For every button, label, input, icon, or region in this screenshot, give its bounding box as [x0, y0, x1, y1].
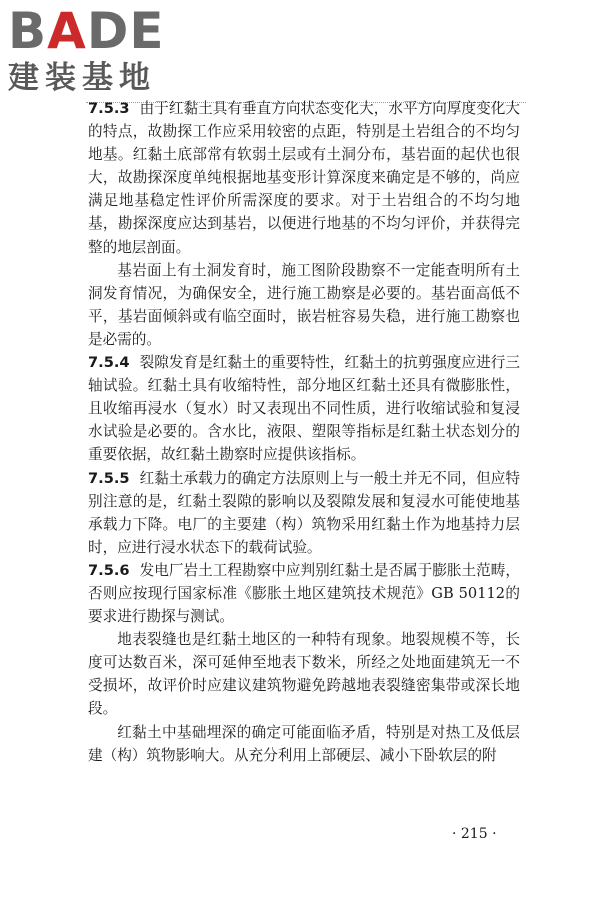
section-number: 7.5.6	[88, 561, 130, 579]
paragraph	[88, 259, 520, 351]
paragraph-text: 基岩面上有土洞发育时，施工图阶段勘察不一定能查明所有土洞发育情况，为确保安全，进行施工勘察是必要的。基岩面高低不平，基岩面倾斜或有临空面时，嵌岩桩容易失稳，进行施工勘察也是必需的。	[88, 261, 520, 348]
paragraph-text: 发电厂岩土工程勘察中应判别红黏土是否属于膨胀土范畴，否则应按现行国家标准《膨胀土地区建筑技术规范》GB 50112的要求进行勘探与测试。	[88, 561, 520, 626]
paragraph-text: 裂隙发育是红黏土的重要特性，红黏土的抗剪强度应进行三轴试验。红黏土具有收缩特性，部分地区红黏土还具有微膨胀性，且收缩再浸水（复水）时又表现出不同性质，进行收缩试验和复浸水试验是必要的。含水比，液限、塑限等指标是红黏土状态划分的重要依据，故红黏土勘察时应提供该指标。	[88, 354, 520, 464]
paragraph-text: 红黏土承载力的确定方法原则上与一般土并无不同，但应特别注意的是，红黏土裂隙的影响以及裂隙发展和复浸水可能使地基承载力下降。电厂的主要建（构）筑物采用红黏土作为地基持力层时，应进行浸水状态下的载荷试验。	[88, 469, 520, 556]
paragraph	[88, 721, 520, 767]
paragraph-text: 红黏土中基础埋深的确定可能面临矛盾，特别是对热工及低层建（构）筑物影响大。从充分利用上部硬层、减小下卧软层的附	[88, 723, 520, 764]
section-number: 7.5.4	[88, 354, 130, 372]
logo-wordmark	[8, 2, 183, 60]
clause-7-5-4	[88, 351, 520, 466]
logo-letters-de: DE	[86, 2, 165, 60]
paragraph-text: 由于红黏土具有垂直方向状态变化大，水平方向厚度变化大的特点，故勘探工作应采用较密的点距，特别是土岩组合的不均匀地基。红黏土底部常有软弱土层或有土洞分布，基岩面的起伏也很大，故勘探深度单纯根据地基变形计算深度来确定是不够的，尚应满足地基稳定性评价所需深度的要求。对于土岩组合的不均匀地基，勘探深度应达到基岩，以便进行地基的不均匀评价，并获得完整的地层剖面。	[88, 100, 520, 256]
logo-letter-a: A	[47, 2, 87, 60]
page-body	[88, 97, 520, 767]
logo-letter-b: B	[8, 2, 48, 60]
logo-tagline: 建装基地	[8, 60, 156, 96]
bade-logo	[8, 2, 183, 96]
page-number: · 215 ·	[452, 826, 497, 842]
paragraph-text: 地表裂缝也是红黏土地区的一种特有现象。地裂规模不等，长度可达数百米，深可延伸至地表下数米，所经之处地面建筑无一不受损坏，故评价时应建议建筑物避免跨越地表裂缝密集带或深长地段。	[88, 631, 520, 718]
clause-7-5-5	[88, 467, 520, 559]
clause-7-5-6	[88, 559, 520, 628]
section-number: 7.5.3	[88, 100, 130, 117]
paragraph	[88, 628, 520, 720]
section-number: 7.5.5	[88, 469, 130, 487]
clause-7-5-3	[88, 97, 520, 259]
